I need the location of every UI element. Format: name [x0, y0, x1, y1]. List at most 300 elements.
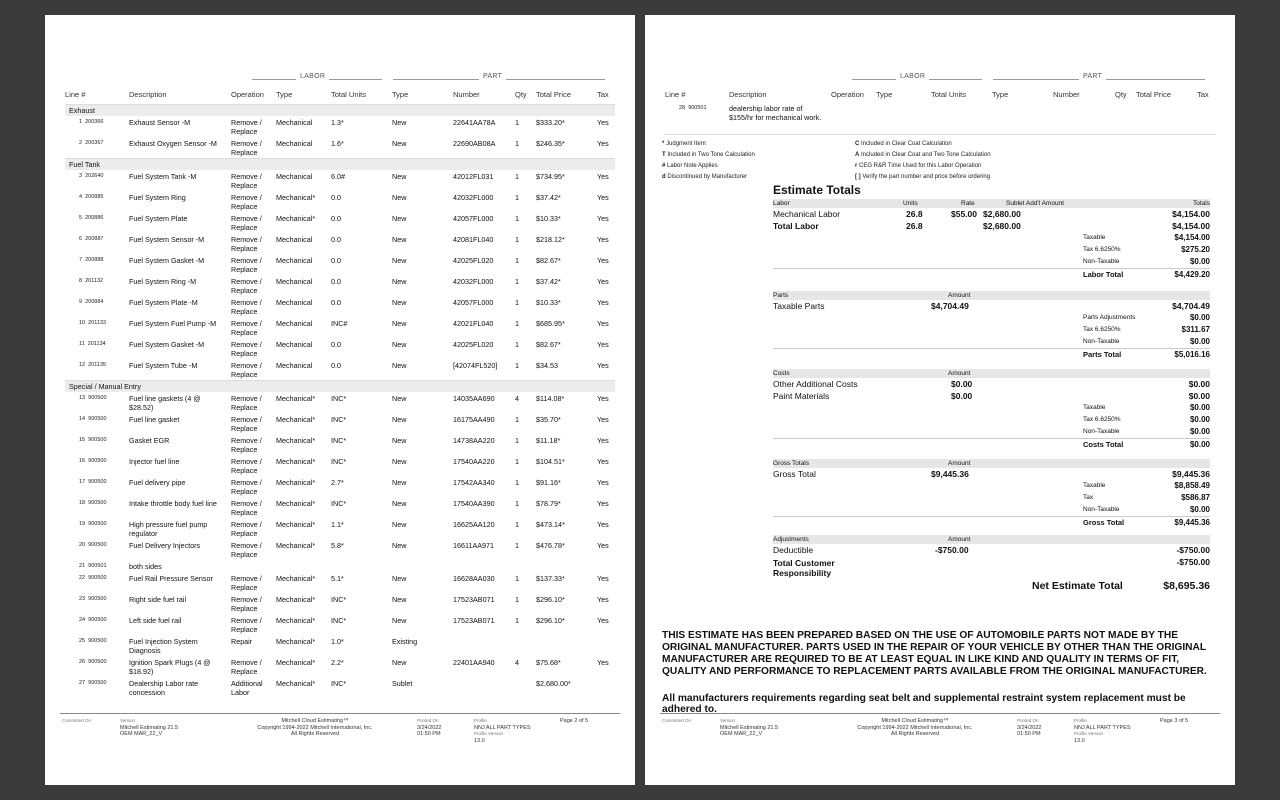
total-units: 1.1*: [331, 520, 344, 529]
table-row: [65, 593, 615, 614]
table-row: [65, 116, 615, 137]
legend-text: Labor Note Applies: [667, 163, 718, 169]
column-header-4: Total Units: [931, 90, 967, 99]
total-price: $75.68*: [536, 658, 561, 667]
total-price: $35.70*: [536, 415, 561, 424]
quantity: 1: [515, 436, 519, 445]
quantity: 1: [515, 478, 519, 487]
table-row: [65, 677, 615, 698]
table-row: [65, 518, 615, 539]
adjustments-header: Adjustments: [773, 536, 809, 543]
total-price: $2,680.00*: [536, 679, 571, 688]
legend-key: T: [662, 152, 666, 158]
legend-item: [662, 161, 755, 172]
line-operation: Remove / Replace: [231, 118, 262, 136]
line-number: 2 200367: [79, 140, 104, 146]
costs-header: Costs: [773, 370, 790, 377]
total-price: $10.33*: [536, 298, 561, 307]
profile-label: Profile: [474, 718, 487, 723]
line-operation: Remove / Replace: [231, 478, 262, 496]
part-number: 16611AA971: [453, 541, 495, 550]
part-type: New: [392, 214, 407, 223]
total-units: 5.1*: [331, 574, 344, 583]
line-description: Fuel System Ring: [129, 193, 186, 202]
subtotal-label: Non-Taxable: [1083, 258, 1120, 265]
column-header-3: Type: [276, 90, 293, 99]
labor-header: Labor: [773, 200, 790, 207]
tax-flag: Yes: [597, 520, 609, 529]
part-number: 42032FL000: [453, 193, 494, 202]
quantity: 1: [515, 139, 519, 148]
line-operation: Remove / Replace: [231, 436, 262, 454]
line-description: Fuel System Ring -M: [129, 277, 197, 286]
total-units: INC*: [331, 394, 347, 403]
subtotal-label: Parts Adjustments: [1083, 314, 1136, 321]
tax-flag: Yes: [597, 172, 609, 181]
subtotal-label: Non-Taxable: [1083, 428, 1120, 435]
subtotal-label: Tax 6.6250%: [1083, 416, 1121, 423]
column-header-0: Line #: [65, 90, 86, 99]
gross-row: [773, 468, 1210, 480]
total-price: $685.95*: [536, 319, 565, 328]
tax-flag: Yes: [597, 361, 609, 370]
labor-total-value: $4,429.20: [1174, 270, 1210, 279]
quantity: 1: [515, 193, 519, 202]
part-type: New: [392, 415, 407, 424]
quantity: 1: [515, 118, 519, 127]
column-header-9: Tax: [597, 90, 609, 99]
total-labor-total: $4,154.00: [1172, 221, 1210, 231]
part-number: 22690AB08A: [453, 139, 496, 148]
legend-text: Judgment Item: [666, 141, 706, 147]
line-operation: Remove / Replace: [231, 658, 262, 676]
profile-version-value: 13.0: [474, 737, 485, 744]
column-header-9: Tax: [1197, 90, 1209, 99]
paint-materials-amount: $0.00: [951, 391, 973, 401]
labor-type: Mechanical*: [276, 415, 316, 424]
legend-key: d: [662, 174, 666, 180]
gross-amount-header: Amount: [948, 460, 971, 467]
column-header: [65, 90, 615, 102]
labor-type: Mechanical*: [276, 541, 316, 550]
part-type: New: [392, 139, 407, 148]
part-number: 42057FL000: [453, 298, 494, 307]
part-number: 42025FL020: [453, 256, 494, 265]
total-price: $82.67*: [536, 256, 561, 265]
line-number: 14 900500: [79, 416, 107, 422]
mechanical-labor-row: [773, 208, 1210, 220]
total-price: $296.10*: [536, 595, 565, 604]
table-row: [65, 170, 615, 191]
quantity: 4: [515, 394, 519, 403]
line-operation: Remove / Replace: [231, 541, 262, 559]
part-number: 42057FL000: [453, 214, 494, 223]
total-price: $37.42*: [536, 277, 561, 286]
line-number: 11 201134: [79, 341, 106, 347]
line-number: 22 900500: [79, 575, 107, 581]
column-header-4: Total Units: [331, 90, 367, 99]
subtotal-row: [773, 504, 1210, 516]
table-row: [65, 434, 615, 455]
profile-version-label: Profile Version: [1074, 731, 1104, 736]
legend-item: [662, 139, 755, 150]
line-number: 13 900500: [79, 395, 107, 401]
part-number: 17523AB071: [453, 616, 495, 625]
table-row: [65, 497, 615, 518]
total-price: $114.08*: [536, 394, 565, 403]
labor-type: Mechanical*: [276, 679, 316, 688]
column-header-1: Description: [129, 90, 167, 99]
part-type: New: [392, 616, 407, 625]
printed-block: [1017, 718, 1041, 738]
labor-header-bar: [773, 199, 1210, 208]
legend-item: [855, 139, 991, 150]
subtotal-row: [773, 256, 1210, 268]
line-operation: Remove / Replace: [231, 235, 262, 253]
total-units: 0.0: [331, 340, 341, 349]
part-type: New: [392, 172, 407, 181]
rights-text: All Rights Reserved: [290, 731, 340, 737]
line-operation: Remove / Replace: [231, 616, 262, 634]
gross-total-label: Gross Total: [1083, 518, 1125, 527]
total-price: $246.35*: [536, 139, 565, 148]
tax-flag: Yes: [597, 298, 609, 307]
column-header-1: Description: [729, 90, 767, 99]
line-number: 8 201132: [79, 278, 104, 284]
subtotal-row: [773, 232, 1210, 244]
line-operation: Remove / Replace: [231, 319, 262, 337]
costs-total-value: $0.00: [1189, 440, 1210, 449]
line-description: High pressure fuel pump regulator: [129, 520, 208, 538]
total-price: $78.79*: [536, 499, 561, 508]
tax-flag: Yes: [597, 319, 609, 328]
quantity: 1: [515, 235, 519, 244]
net-estimate-row: [773, 580, 1210, 596]
line-number: 24 900500: [79, 617, 107, 623]
line-description: Exhaust Sensor -M: [129, 118, 191, 127]
labor-total-row: [773, 268, 1210, 281]
total-units: INC*: [331, 457, 347, 466]
subtotal-label: Non-Taxable: [1083, 506, 1120, 513]
part-number: 16175AA490: [453, 415, 495, 424]
labor-type: Mechanical*: [276, 499, 316, 508]
line-description: Fuel Rail Pressure Sensor: [129, 574, 213, 583]
labor-type: Mechanical: [276, 235, 313, 244]
printed-label: Printed On: [1017, 718, 1039, 723]
gross-label: Gross Total: [773, 469, 816, 479]
part-number: 16628AA030: [453, 574, 495, 583]
part-type: New: [392, 574, 407, 583]
paint-materials-label: Paint Materials: [773, 391, 830, 401]
legend-key: [ ]: [855, 174, 861, 180]
tax-flag: Yes: [597, 394, 609, 403]
table-row: [65, 539, 615, 560]
labor-type: Mechanical*: [276, 214, 316, 223]
table-row: [665, 102, 1215, 135]
line-operation: Remove / Replace: [231, 298, 262, 316]
table-row: [65, 338, 615, 359]
mechanical-labor-rate: $55.00: [951, 209, 977, 219]
line-description: Ignition Spark Plugs (4 @ $18.92): [129, 658, 211, 676]
table-row: [65, 137, 615, 158]
tax-flag: Yes: [597, 340, 609, 349]
brand-block: [845, 718, 985, 738]
tax-flag: Yes: [597, 541, 609, 550]
subtotal-value: $0.00: [1189, 337, 1210, 346]
brand-name: Mitchell Cloud Estimating™: [881, 718, 949, 724]
total-price: $296.10*: [536, 616, 565, 625]
subtotal-row: [773, 312, 1210, 324]
total-labor-units: 26.8: [906, 221, 923, 231]
part-number: 14035AA690: [453, 394, 495, 403]
printed-time: 01:50 PM: [1017, 731, 1041, 737]
labor-group-label: LABOR: [896, 73, 929, 80]
quantity: 1: [515, 277, 519, 286]
net-estimate-value: $8,695.36: [1163, 580, 1210, 592]
page-footer: [660, 713, 1220, 754]
net-estimate-label: Net Estimate Total: [1032, 580, 1123, 592]
subtotal-value: $0.00: [1189, 505, 1210, 514]
tax-flag: Yes: [597, 478, 609, 487]
line-description: Gasket EGR: [129, 436, 170, 445]
line-description: Injector fuel line: [129, 457, 180, 466]
tax-flag: Yes: [597, 214, 609, 223]
legend-text: Discontinued by Manufacturer: [667, 174, 748, 180]
total-units: 0.0: [331, 277, 341, 286]
line-number: 26 900500: [79, 659, 107, 665]
table-row: [65, 572, 615, 593]
part-number: [42074FL520]: [453, 361, 498, 370]
part-type: Existing: [392, 637, 418, 646]
total-units: INC*: [331, 499, 347, 508]
line-number: 10 201133: [79, 320, 107, 326]
part-type: New: [392, 118, 407, 127]
line-description: Fuel System Plate -M: [129, 298, 198, 307]
costs-header-bar: [773, 369, 1210, 378]
legend-right: [855, 139, 991, 183]
version-block: [120, 718, 178, 738]
column-header-8: Total Price: [536, 90, 572, 99]
part-type: New: [392, 595, 407, 604]
rate-header: Rate: [961, 200, 975, 207]
table-row: [65, 614, 615, 635]
line-operation: Remove / Replace: [231, 361, 262, 379]
subtotal-label: Taxable: [1083, 404, 1106, 411]
legend-text: Verify the part number and price before ordering: [862, 174, 991, 180]
line-number: 3 202640: [79, 173, 104, 179]
line-description: Fuel Delivery Injectors: [129, 541, 201, 550]
part-type: New: [392, 298, 407, 307]
labor-group-header: [852, 73, 982, 85]
part-type: New: [392, 541, 407, 550]
part-type: New: [392, 520, 407, 529]
brand-name: Mitchell Cloud Estimating™: [281, 718, 349, 724]
table-row: [65, 560, 615, 572]
table-row: [65, 317, 615, 338]
line-description: Fuel line gasket: [129, 415, 180, 424]
total-price: $476.78*: [536, 541, 565, 550]
labor-type: Mechanical: [276, 139, 313, 148]
table-row: [65, 656, 615, 677]
legend-text: CEG R&R Time Used for this Labor Operation: [859, 163, 982, 169]
column-header-7: Qty: [515, 90, 527, 99]
customer-responsibility-total: -$750.00: [1176, 557, 1210, 567]
subtotal-row: [773, 402, 1210, 414]
line-items: [65, 104, 615, 698]
customer-responsibility-label: Total Customer Responsibility: [773, 558, 835, 578]
deductible-amount: -$750.00: [935, 545, 969, 555]
tax-flag: Yes: [597, 595, 609, 604]
line-operation: Remove / Replace: [231, 595, 262, 613]
profile-value: NNJ ALL PART TYPES: [474, 724, 531, 731]
line-description: dealership labor rate of $155/hr for mechanical work.: [729, 104, 822, 122]
subtotal-row: [773, 336, 1210, 348]
legend-item: [855, 172, 991, 183]
costs-total-label: Costs Total: [1083, 440, 1124, 449]
estimate-page-2: [45, 15, 635, 785]
line-operation: Remove / Replace: [231, 214, 262, 232]
gross-total-value: $9,445.36: [1174, 518, 1210, 527]
table-row: [65, 233, 615, 254]
part-type: Sublet: [392, 679, 413, 688]
part-type: New: [392, 394, 407, 403]
seat-belt-note: All manufacturers requirements regarding seat belt and supplemental restraint system replacement must be adhered to.: [662, 693, 1186, 715]
labor-type: Mechanical: [276, 340, 313, 349]
legend-key: #: [662, 163, 666, 169]
part-type: New: [392, 658, 407, 667]
taxable-parts-amount: $4,704.49: [931, 301, 969, 311]
column-header-6: Number: [1053, 90, 1080, 99]
costs-amount-header: Amount: [948, 370, 971, 377]
subtotal-label: Taxable: [1083, 482, 1106, 489]
quantity: 1: [515, 172, 519, 181]
total-units: 5.8*: [331, 541, 344, 550]
paint-materials-total: $0.00: [1188, 391, 1210, 401]
column-header-5: Type: [392, 90, 409, 99]
copyright-text: Copyright 1994-2022 Mitchell International, Inc.: [857, 724, 973, 731]
subtotal-value: $0.00: [1189, 427, 1210, 436]
tax-flag: Yes: [597, 616, 609, 625]
subtotal-row: [773, 492, 1210, 504]
total-units: INC*: [331, 679, 347, 688]
part-number: 17540AA220: [453, 457, 495, 466]
line-description: Fuel line gaskets (4 @ $28.52): [129, 394, 201, 412]
line-number: 20 900500: [79, 542, 107, 548]
line-description: both sides: [129, 562, 162, 571]
sublet-header: Sublet Add'l Amount: [1006, 200, 1064, 207]
subtotal-row: [773, 324, 1210, 336]
labor-type: Mechanical*: [276, 637, 316, 646]
column-header-6: Number: [453, 90, 480, 99]
profile-block: [474, 718, 531, 744]
mechanical-labor-total: $4,154.00: [1172, 209, 1210, 219]
subtotal-label: Tax: [1083, 494, 1094, 501]
labor-type: Mechanical: [276, 319, 313, 328]
committed-on-label: Committed On: [62, 718, 92, 723]
parts-amount-header: Amount: [948, 292, 971, 299]
version-label: Version: [120, 718, 136, 723]
tax-flag: Yes: [597, 499, 609, 508]
subtotal-value: $275.20: [1181, 245, 1210, 254]
table-row: [65, 359, 615, 380]
table-row: [65, 392, 615, 413]
gross-header: Gross Totals: [773, 460, 810, 467]
line-number: 16 900500: [79, 458, 107, 464]
total-price: $37.42*: [536, 193, 561, 202]
part-type: New: [392, 193, 407, 202]
total-units: 0.0: [331, 256, 341, 265]
line-description: Fuel System Plate: [129, 214, 188, 223]
line-number: 27 900500: [79, 680, 107, 686]
units-header: Units: [903, 200, 918, 207]
total-price: $218.12*: [536, 235, 565, 244]
line-description: Fuel System Fuel Pump -M: [129, 319, 217, 328]
labor-type: Mechanical*: [276, 658, 316, 667]
customer-responsibility-row: [773, 556, 1210, 580]
legend-left: [662, 139, 755, 183]
totals-header: Totals: [1193, 200, 1210, 207]
part-group-label: PART: [479, 73, 506, 80]
line-operation: Remove / Replace: [231, 256, 262, 274]
gross-subtotals: [773, 480, 1210, 516]
total-units: 2.2*: [331, 658, 344, 667]
quantity: 1: [515, 298, 519, 307]
part-type: New: [392, 340, 407, 349]
total-units: 0.0: [331, 235, 341, 244]
tax-flag: Yes: [597, 118, 609, 127]
adjustments-amount-header: Amount: [948, 536, 971, 543]
printed-time: 01:50 PM: [417, 731, 441, 737]
column-header-2: Operation: [231, 90, 264, 99]
costs-subtotals: [773, 402, 1210, 438]
legend-key: C: [855, 141, 860, 147]
aftermarket-parts-disclaimer: THIS ESTIMATE HAS BEEN PREPARED BASED ON THE USE OF AUTOMOBILE PARTS NOT MADE BY THE ORIGINAL MANUFACTURER. PARTS USED IN THE REPAIR OF YOUR VEHICLE BY OTHER THAN THE ORIGINAL MANUFACTURER ARE REQUIRED TO BE AT LEAST EQUAL IN LIKE KIND AND QUALITY IN TERMS OF FIT, QUALITY AND PERFORMANCE TO REPLACEMENT PARTS AVAILABLE FROM THE ORIGINAL MANUFACTURER.: [662, 630, 1207, 677]
labor-type: Mechanical*: [276, 436, 316, 445]
subtotal-value: $0.00: [1189, 403, 1210, 412]
subtotal-value: $8,858.49: [1174, 481, 1210, 490]
page-number: Page 2 of 5: [560, 718, 589, 724]
paint-materials-row: [773, 390, 1210, 402]
tax-flag: Yes: [597, 457, 609, 466]
part-group-header: [993, 73, 1205, 85]
subtotal-label: Tax 6.6250%: [1083, 246, 1121, 253]
labor-group-label: LABOR: [296, 73, 329, 80]
version-block: [720, 718, 778, 738]
line-number: 18 900500: [79, 500, 107, 506]
total-labor-row: [773, 220, 1210, 232]
total-price: $104.51*: [536, 457, 565, 466]
line-operation: Repair: [231, 637, 253, 646]
legend-item: [662, 172, 755, 183]
line-description: Right side fuel rail: [129, 595, 187, 604]
line-operation: Remove / Replace: [231, 139, 262, 157]
total-units: 0.0: [331, 361, 341, 370]
table-row: [65, 275, 615, 296]
other-costs-label: Other Additional Costs: [773, 379, 858, 389]
part-type: New: [392, 478, 407, 487]
brand-block: [245, 718, 385, 738]
column-header-5: Type: [992, 90, 1009, 99]
version-label: Version: [720, 718, 736, 723]
quantity: 4: [515, 658, 519, 667]
part-group-header: [393, 73, 605, 85]
column-header-8: Total Price: [1136, 90, 1172, 99]
quantity: 1: [515, 574, 519, 583]
line-operation: Remove / Replace: [231, 457, 262, 475]
total-units: 1.0*: [331, 637, 344, 646]
line-operation: Remove / Replace: [231, 172, 262, 190]
subtotal-row: [773, 480, 1210, 492]
